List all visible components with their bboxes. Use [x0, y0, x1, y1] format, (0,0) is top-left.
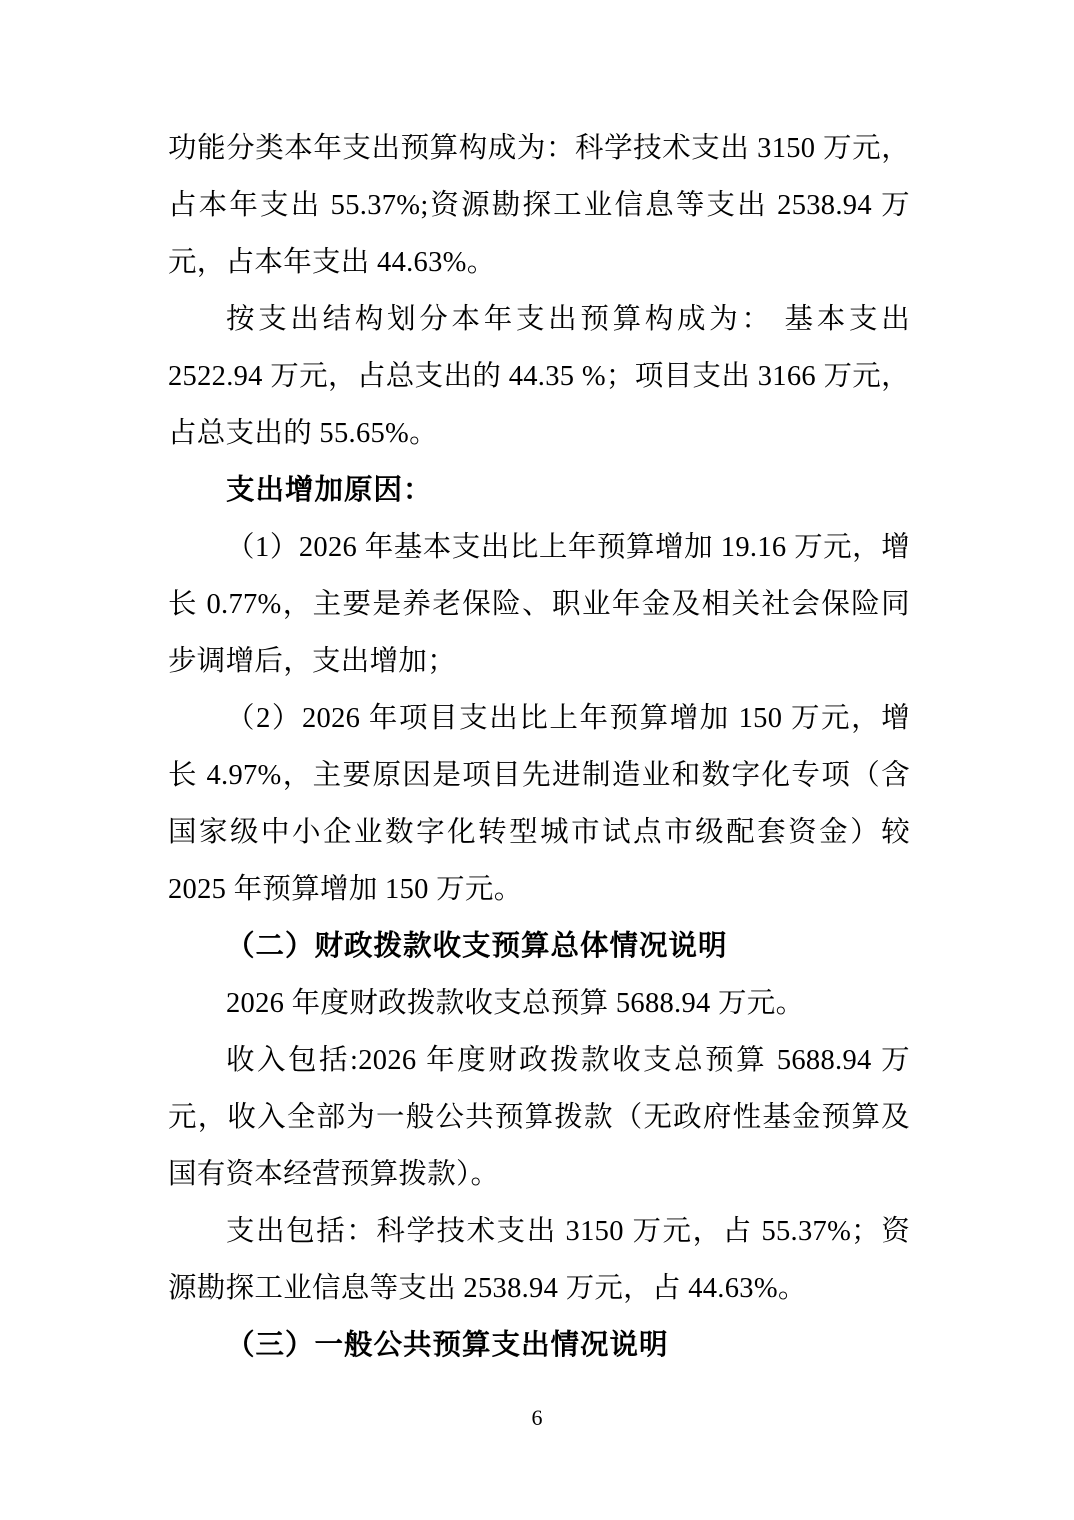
- paragraph-reason-1: （1）2026 年基本支出比上年预算增加 19.16 万元，增长 0.77%，主要是养老保险、职业年金及相关社会保险同步调增后，支出增加；: [168, 532, 910, 677]
- heading-section-2: （二）财政拨款收支预算总体情况说明: [226, 931, 728, 962]
- page-number: 6: [531, 1405, 543, 1430]
- document-body: [168, 120, 910, 1374]
- paragraph-functional-classification: 功能分类本年支出预算构成为：科学技术支出 3150 万元，占本年支出 55.37%;资源勘探工业信息等支出 2538.94 万元，占本年支出 44.63%。: [168, 133, 910, 278]
- paragraph-expenditure: 支出包括：科学技术支出 3150 万元，占 55.37%；资源勘探工业信息等支出 2538.94 万元，占 44.63%。: [168, 1216, 910, 1304]
- heading-section-3: （三）一般公共预算支出情况说明: [226, 1330, 669, 1361]
- paragraph-income: 收入包括:2026 年度财政拨款收支总预算 5688.94 万元，收入全部为一般公共预算拨款（无政府性基金预算及国有资本经营预算拨款）。: [168, 1045, 910, 1190]
- paragraph-expenditure-structure: 按支出结构划分本年支出预算构成为： 基本支出 2522.94 万元，占总支出的 44.35 %；项目支出 3166 万元，占总支出的 55.65%。: [168, 304, 910, 449]
- paragraph-total-budget: 2026 年度财政拨款收支总预算 5688.94 万元。: [226, 988, 805, 1019]
- heading-reasons-for-increase: 支出增加原因：: [226, 475, 433, 506]
- paragraph-reason-2: （2）2026 年项目支出比上年预算增加 150 万元，增长 4.97%，主要原因是项目先进制造业和数字化专项（含国家级中小企业数字化转型城市试点市级配套资金）较 2025 年预算增加 150 万元。: [168, 703, 910, 905]
